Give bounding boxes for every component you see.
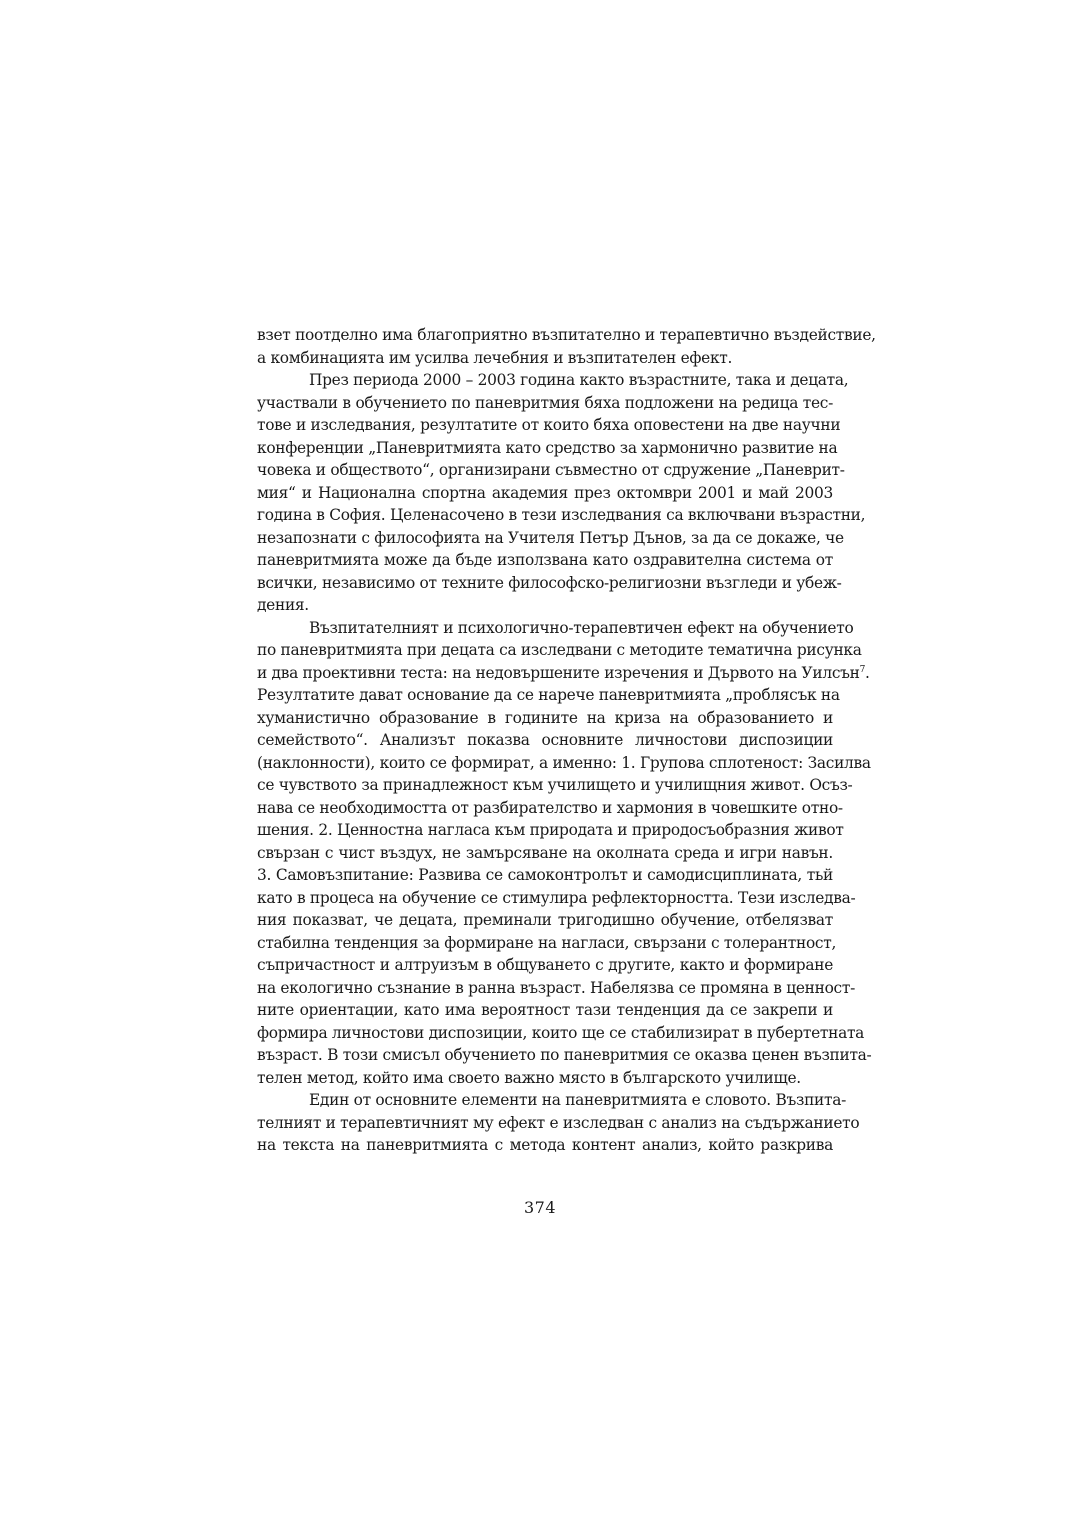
text-line: участвали в обучението по паневритмия бяха подложени на редица тес- xyxy=(257,393,833,412)
text-line: се чувството за принадлежност към училището и училищния живот. Осъз- xyxy=(257,776,853,794)
text-line: на текста на паневритмията с метода контент анализ, който разкрива xyxy=(257,1136,833,1154)
text-line: а комбинацията им усилва лечебния и възпитателен ефект. xyxy=(257,348,733,367)
text-line: свързан с чист въздух, не замърсяване на околната среда и игри навън. xyxy=(257,843,833,862)
text-line: шения. 2. Ценностна нагласа към природата и природосъобразния живот xyxy=(257,821,844,839)
text-line: възраст. В този смисъл обучението по паневритмия се оказва ценен възпита- xyxy=(257,1046,872,1064)
paragraph-1 xyxy=(257,324,876,369)
text-line: ните ориентации, като има вероятност тази тенденция да се закрепи и xyxy=(257,1001,833,1019)
text-line: Резултатите дават основание да се нарече паневритмията „проблясък на xyxy=(257,686,840,704)
text-line: дения. xyxy=(257,596,309,614)
text-line: всички, независимо от техните философско-религиозни възгледи и убеж- xyxy=(257,573,842,592)
text-line: стабилна тенденция за формиране на нагласи, свързани с толерантност, xyxy=(257,933,837,952)
text-line: съпричастност и алтруизъм в общуването с другите, както и формиране xyxy=(257,956,833,974)
text-line: формира личностови диспозиции, които ще се стабилизират в пубертетната xyxy=(257,1023,865,1042)
text-line: хуманистично образование в годините на криза на образованието и xyxy=(257,708,833,727)
text-segment: и два проективни теста: на недовършените изречения и Дървото на Уилсън xyxy=(257,663,860,682)
text-line: като в процеса на обучение се стимулира рефлекторността. Тези изследва- xyxy=(257,888,856,907)
text-line: телен метод, който има своето важно място в българското училище. xyxy=(257,1068,801,1087)
text-line: семейството“. Анализът показва основните личностови диспозиции xyxy=(257,731,833,749)
text-line: на екологично съзнание в ранна възраст. Набелязва се промяна в ценност- xyxy=(257,978,855,997)
text-line: взет поотделно има благоприятно възпитателно и терапевтично въздействие, xyxy=(257,326,876,344)
text-line: човека и обществото“, организирани съвместно от сдружение „Паневрит- xyxy=(257,461,845,479)
text-line: телният и терапевтичният му ефект е изследван с анализ на съдържанието xyxy=(257,1113,860,1132)
text-line: Възпитателният и психологично-терапевтичен ефект на обучението xyxy=(309,618,854,637)
text-line: През периода 2000 – 2003 година както възрастните, така и децата, xyxy=(309,371,849,389)
text-line: по паневритмията при децата са изследвани с методите тематична рисунка xyxy=(257,641,862,659)
text-line: (наклонности), които се формират, а именно: 1. Групова сплотеност: Засилва xyxy=(257,753,871,772)
text-line: конференции „Паневритмията като средство за хармонично развитие на xyxy=(257,438,838,457)
text-segment: . xyxy=(865,663,870,682)
paragraph-2 xyxy=(257,369,866,617)
body-text xyxy=(257,324,876,1157)
paragraph-3 xyxy=(257,617,872,1090)
text-line: ния показват, че децата, преминали тригодишно обучение, отбелязват xyxy=(257,911,833,929)
text-line: Един от основните елементи на паневритмията е словото. Възпита- xyxy=(309,1091,846,1109)
text-line-with-footnote xyxy=(257,662,870,685)
text-line: незапознати с философията на Учителя Петър Дънов, за да се докаже, че xyxy=(257,528,844,547)
text-line: мия“ и Национална спортна академия през октомври 2001 и май 2003 xyxy=(257,483,833,502)
footnote-reference: 7 xyxy=(859,664,866,675)
text-line: паневритмията може да бъде използвана като оздравителна система от xyxy=(257,551,833,569)
text-line: 3. Самовъзпитание: Развива се самоконтролът и самодисциплината, тьй xyxy=(257,866,833,884)
paragraph-4 xyxy=(257,1089,860,1157)
text-line: тове и изследвания, резултатите от които бяха оповестени на две научни xyxy=(257,416,841,434)
text-line: нава се необходимостта от разбирателство и хармония в човешките отно- xyxy=(257,798,843,817)
page-number: 374 xyxy=(523,1198,557,1217)
text-line: година в София. Целенасочено в тези изследвания са включвани възрастни, xyxy=(257,506,866,524)
